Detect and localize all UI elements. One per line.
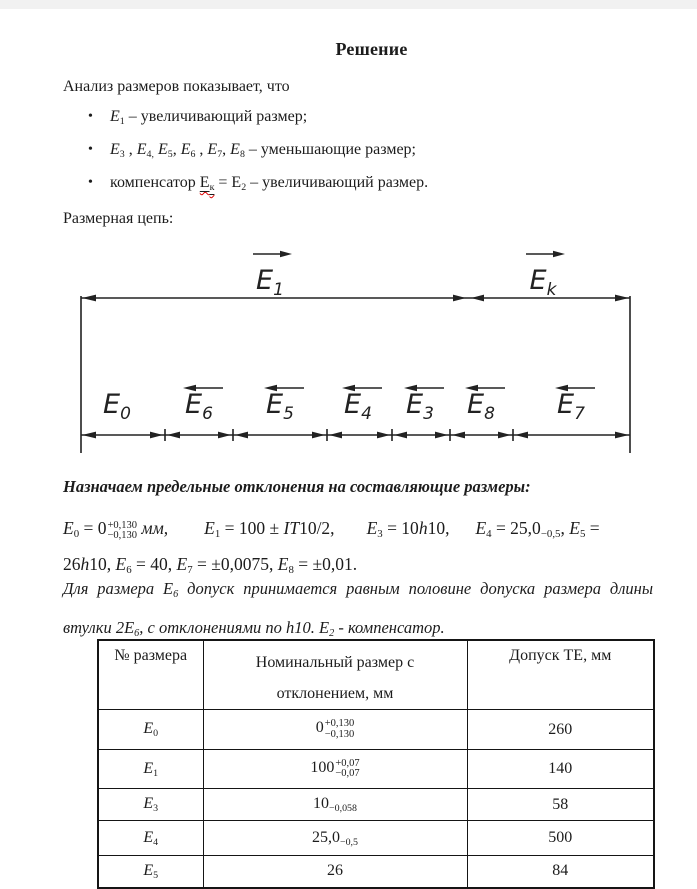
label-e3: $E_3$ [406, 389, 434, 424]
label-ek: $E_k$ [529, 265, 557, 300]
bullet-item-decreasing: • E3 , E4, E5, E6 , E7, E8 – уменьшающие размер; [110, 139, 428, 172]
label-e1: $E_1$ [256, 265, 284, 300]
header-tolerance: Допуск ТЕ, мм [467, 640, 654, 710]
dimension-chain-diagram [0, 245, 697, 460]
label-e7: $E_7$ [557, 389, 585, 424]
label-e5: $E_5$ [266, 389, 294, 424]
nominal-cell: 10−0,058 [203, 789, 467, 821]
chain-caption: Размерная цепь: [63, 210, 174, 227]
label-e6: $E_6$ [185, 389, 213, 424]
formula-line-1: E0 = 0 +0,130 −0,130 мм, E1 = 100 ± IT10/2, E3 = 10h10, E4 = 25,0−0,5, E5 = [63, 518, 600, 542]
table-row [98, 856, 654, 888]
dimensions-table [97, 639, 655, 889]
table-row [98, 789, 654, 821]
nominal-cell: 25,0−0,5 [203, 821, 467, 856]
tolerance-heading: Назначаем предельные отклонения на составляющие размеры: [63, 477, 531, 496]
top-gray-strip [0, 0, 697, 9]
label-e8: $E_8$ [467, 389, 495, 424]
header-size-number: № размера [98, 640, 203, 710]
tolerance-cell: 58 [467, 789, 654, 821]
label-e4: $E_4$ [344, 389, 372, 424]
tolerance-cell: 140 [467, 750, 654, 789]
formula-line-2: 26h10, E6 = 40, E7 = ±0,0075, E8 = ±0,01. [63, 554, 358, 577]
size-number-cell: E4 [98, 821, 203, 856]
size-number-cell: E3 [98, 789, 203, 821]
size-number-cell: E1 [98, 750, 203, 789]
tolerance-cell: 84 [467, 856, 654, 888]
solution-title: Решение [335, 39, 408, 59]
note-line-1: Для размера Е6 допуск принимается равным половине допуска размера длины [63, 579, 654, 600]
table-row [98, 710, 654, 750]
bullet-item-e1: • E1 – увеличивающий размер; [110, 106, 428, 139]
size-number-cell: E5 [98, 856, 203, 888]
label-e0: $E_0$ [103, 389, 131, 424]
nominal-cell: 26 [203, 856, 467, 888]
header-nominal: Номинальный размер с отклонением, мм [203, 640, 467, 710]
tolerance-cell: 500 [467, 821, 654, 856]
tolerance-cell: 260 [467, 710, 654, 750]
intro-paragraph: Анализ размеров показывает, что [63, 78, 290, 95]
table-row [98, 821, 654, 856]
nominal-cell: 0 +0,130 −0,130 [203, 710, 467, 750]
table-row [98, 750, 654, 789]
table-header-row [98, 640, 654, 710]
note-line-2: втулки 2Е6, с отклонениями по h10. Е2 - компенсатор. [63, 617, 445, 639]
bullet-list [110, 106, 428, 205]
size-number-cell: E0 [98, 710, 203, 750]
bullet-item-compensator: • компенсатор Ек = Е2 – увеличивающий размер. [110, 172, 428, 205]
nominal-cell: 100 +0,07 −0,07 [203, 750, 467, 789]
